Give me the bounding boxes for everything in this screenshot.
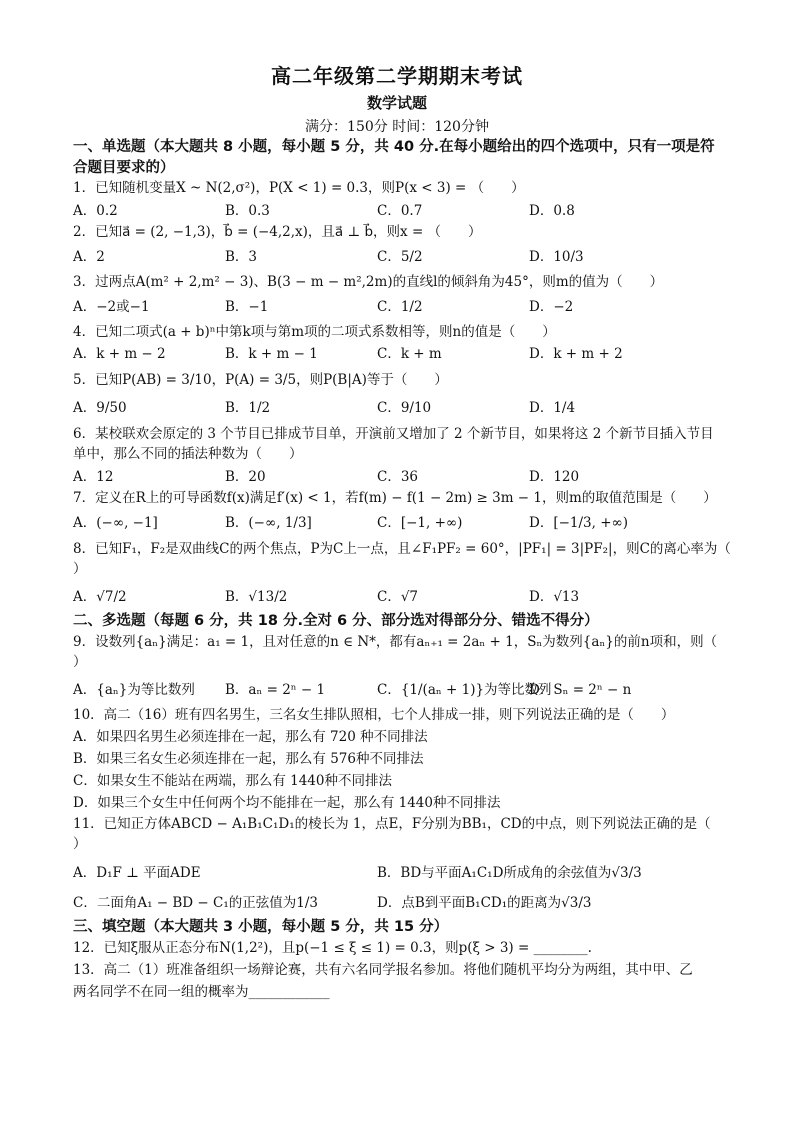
q1-option-c: C．0.7 xyxy=(377,203,423,219)
q4-option-c: C．k + m xyxy=(377,346,442,362)
q2-stem: 2．已知a⃗ = (2, −1,3)，b⃗ = (−4,2,x)，且a⃗ ⊥ b⃗，则x = （ ） xyxy=(73,224,482,240)
q11-option-d: D．点B到平面B₁CD₁的距离为√3/3 xyxy=(377,895,592,911)
q9-stem-line2: ） xyxy=(73,654,87,670)
q10-option-c: C．如果女生不能站在两端，那么有 1440种不同排法 xyxy=(73,773,392,789)
q2-option-c: C．5/2 xyxy=(377,249,423,265)
q6-option-a: A．12 xyxy=(73,469,114,485)
section-single-choice: 一、单选题（本大题共 8 小题，每小题 5 分，共 40 分.在每小题给出的四个选项中，只有一项是符合题目要求的） xyxy=(73,139,715,176)
q1-options xyxy=(73,201,723,221)
section-fill-blank: 三、填空题（本大题共 3 小题，每小题 5 分，共 15 分） xyxy=(73,919,449,935)
q11-option-a: A．D₁F ⊥ 平面ADE xyxy=(73,865,201,881)
q9-option-b: B．aₙ = 2ⁿ − 1 xyxy=(225,682,326,698)
q8-stem-line1: 8．已知F₁，F₂是双曲线C的两个焦点，P为C上一点，且∠F₁PF₂ = 60°，|PF₁| = 3|PF₂|，则C的离心率为（ xyxy=(73,541,731,557)
q10-option-a: A．如果四名男生必须连排在一起，那么有 720 种不同排法 xyxy=(73,729,428,745)
q9-option-a: A．{aₙ}为等比数列 xyxy=(73,682,195,698)
q8-option-b: B．√13/2 xyxy=(225,589,288,605)
q2-option-b: B．3 xyxy=(225,249,258,265)
q9-option-c: C．{1/(aₙ + 1)}为等比数列 xyxy=(377,682,552,698)
q11-options-row2 xyxy=(73,893,723,913)
q6-option-d: D．120 xyxy=(529,469,580,485)
q7-option-c: C．[−1, +∞) xyxy=(377,515,463,531)
q8-option-d: D．√13 xyxy=(529,589,580,605)
q11-options-row1 xyxy=(73,863,723,883)
q11-option-c: C．二面角A₁ − BD − C₁的正弦值为1/3 xyxy=(73,895,318,911)
q6-stem-line2: 单中，那么不同的插法种数为（ ） xyxy=(73,446,303,462)
q3-option-b: B．−1 xyxy=(225,299,269,315)
q5-option-b: B．1/2 xyxy=(225,400,271,416)
q9-stem: 9．设数列{aₙ}满足：a₁ = 1，且对任意的n ∈ N*，都有aₙ₊₁ = 2aₙ + 1，Sₙ为数列{aₙ}的前n项和，则（ xyxy=(73,634,718,650)
q6-options xyxy=(73,467,723,487)
q4-option-d: D．k + m + 2 xyxy=(529,346,623,362)
q9-options xyxy=(73,680,723,700)
q7-option-d: D．[−1/3, +∞) xyxy=(529,515,629,531)
q5-option-c: C．9/10 xyxy=(377,400,432,416)
exam-title: 高二年级第二学期期末考试 xyxy=(271,64,523,88)
q10-option-b: B．如果三名女生必须连排在一起，那么有 576种不同排法 xyxy=(73,751,424,767)
q1-option-a: A．0.2 xyxy=(73,203,118,219)
q7-option-a: A．(−∞, −1] xyxy=(73,515,158,531)
q8-option-a: A．√7/2 xyxy=(73,589,127,605)
q8-stem-line2: ） xyxy=(73,561,87,577)
q7-stem: 7．定义在R上的可导函数f(x)满足f′(x) < 1，若f(m) − f(1 − 2m) ≥ 3m − 1，则m的取值范围是（ ） xyxy=(73,490,717,506)
q13-stem-line1: 13．高二（1）班准备组织一场辩论赛，共有六名同学报名参加。将他们随机平均分为两组，其中甲、乙 xyxy=(73,962,693,978)
q5-option-a: A．9/50 xyxy=(73,400,127,416)
q1-option-d: D．0.8 xyxy=(529,203,575,219)
q8-options xyxy=(73,587,723,607)
q7-option-b: B．(−∞, 1/3] xyxy=(225,515,312,531)
exam-meta: 满分：150分 时间：120分钟 xyxy=(305,119,489,135)
q3-stem: 3．过两点A(m² + 2,m² − 3)、B(3 − m − m²,2m)的直线l的倾斜角为45°，则m的值为（ ） xyxy=(73,274,664,290)
q5-stem: 5．已知P(AB) = 3/10，P(A) = 3/5，则P(B|A)等于（ ） xyxy=(73,372,448,388)
q3-option-a: A．−2或−1 xyxy=(73,299,150,315)
q2-option-a: A．2 xyxy=(73,249,105,265)
q2-option-d: D．10/3 xyxy=(529,249,584,265)
q11-stem: 11．已知正方体ABCD − A₁B₁C₁D₁的棱长为 1，点E，F分别为BB₁，CD的中点，则下列说法正确的是（ xyxy=(73,816,711,832)
q8-option-c: C．√7 xyxy=(377,589,419,605)
q1-stem: 1．已知随机变量X ~ N(2,σ²)，P(X < 1) = 0.3，则P(x < 3) = （ ） xyxy=(73,180,525,196)
q7-options xyxy=(73,513,723,533)
q3-options xyxy=(73,297,723,317)
q6-option-b: B．20 xyxy=(225,469,266,485)
q4-option-b: B．k + m − 1 xyxy=(225,346,318,362)
q5-option-d: D．1/4 xyxy=(529,400,576,416)
q4-stem: 4．已知二项式(a + b)ⁿ中第k项与第m项的二项式系数相等，则n的值是（ ） xyxy=(73,324,556,340)
q11-stem-line2: ） xyxy=(73,836,87,852)
q3-option-c: C．1/2 xyxy=(377,299,423,315)
q10-stem: 10．高二（16）班有四名男生，三名女生排队照相，七个人排成一排，则下列说法正确的是（ ） xyxy=(73,707,675,723)
q9-option-d: D．Sₙ = 2ⁿ − n xyxy=(529,682,632,698)
q11-option-b: B．BD与平面A₁C₁D所成角的余弦值为√3/3 xyxy=(377,865,642,881)
q13-stem-line2: 两名同学不在同一组的概率为____________ xyxy=(73,984,330,1000)
exam-subtitle: 数学试题 xyxy=(366,94,427,112)
q12-stem: 12．已知ξ服从正态分布N(1,2²)，且p(−1 ≤ ξ ≤ 1) = 0.3，则p(ξ > 3) = ________. xyxy=(73,940,592,956)
q4-options xyxy=(73,344,723,364)
q6-stem-line1: 6．某校联欢会原定的 3 个节目已排成节目单，开演前又增加了 2 个新节目，如果将这 2 个新节目插入节目 xyxy=(73,426,714,442)
q2-options xyxy=(73,247,723,267)
q10-option-d: D．如果三个女生中任何两个均不能排在一起，那么有 1440种不同排法 xyxy=(73,795,501,811)
q3-option-d: D．−2 xyxy=(529,299,574,315)
q6-option-c: C．36 xyxy=(377,469,419,485)
section-multi-choice: 二、多选题（每题 6 分，共 18 分.全对 6 分、部分选对得部分分、错选不得分） xyxy=(73,613,599,629)
q5-options xyxy=(73,398,723,418)
q4-option-a: A．k + m − 2 xyxy=(73,346,166,362)
q1-option-b: B．0.3 xyxy=(225,203,270,219)
